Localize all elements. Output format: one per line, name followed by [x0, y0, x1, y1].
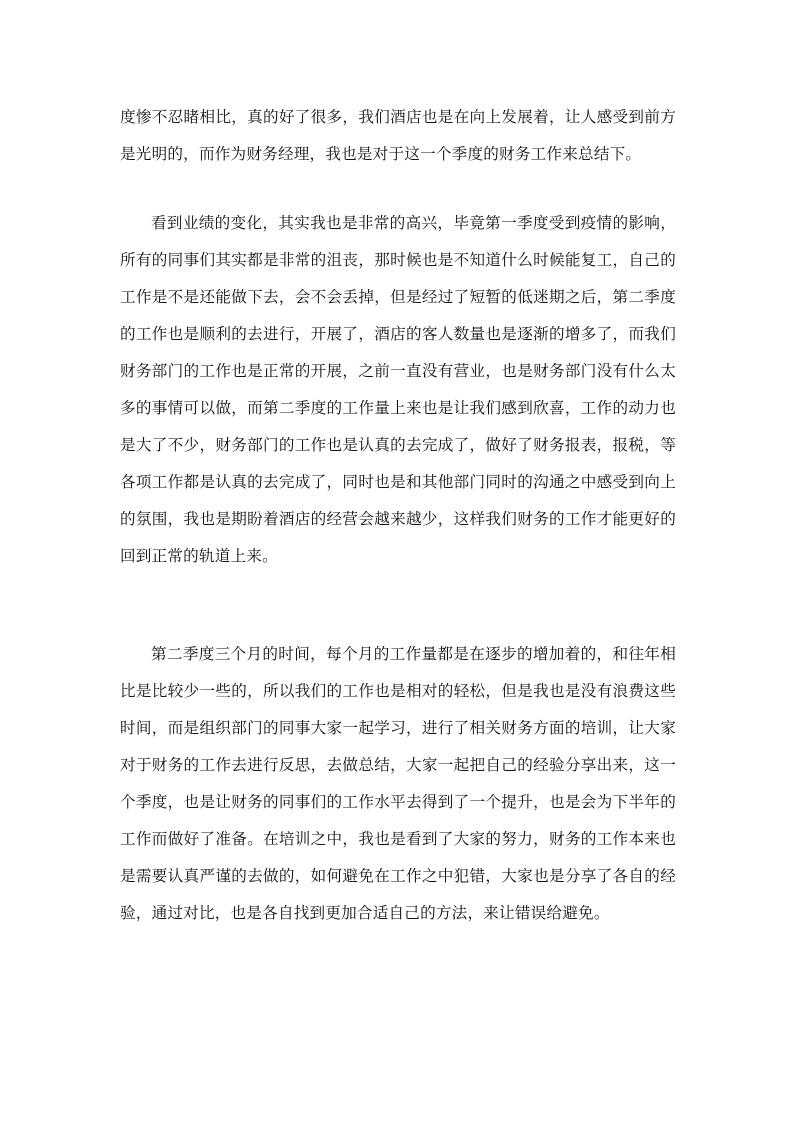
paragraph-text: 看到业绩的变化，其实我也是非常的高兴，毕竟第一季度受到疫情的影响，所有的同事们其实都是非常的沮丧，那时候也是不知道什么时候能复工，自己的工作是不是还能做下去，会不会丢掉，但是经过了短暂的低迷期之后，第二季度的工作也是顺利的去进行，开展了，酒店的客人数量也是逐渐的增多了，而我们财务部门的工作也是正常的开展，之前一直没有营业，也是财务部门没有什么太多的事情可以做，而第二季度的工作量上来也是让我们感到欣喜，工作的动力也是大了不少，财务部门的工作也是认真的去完成了，做好了财务报表，报税，等各项工作都是认真的去完成了，同时也是和其他部门同时的沟通之中感受到向上的氛围，我也是期盼着酒店的经营会越来越少，这样我们财务的工作才能更好的回到正常的轨道上来。: [120, 214, 676, 565]
paragraph-3: [120, 636, 676, 932]
paragraph-2: [120, 205, 676, 575]
paragraph-text: 度惨不忍睹相比，真的好了很多，我们酒店也是在向上发展着，让人感受到前方是光明的，而作为财务经理，我也是对于这一个季度的财务工作来总结下。: [120, 108, 676, 163]
paragraph-text: 第二季度三个月的时间，每个月的工作量都是在逐步的增加着的，和往年相比是比较少一些的，所以我们的工作也是相对的轻松，但是我也是没有浪费这些时间，而是组织部门的同事大家一起学习，进行了相关财务方面的培训，让大家对于财务的工作去进行反思，去做总结，大家一起把自己的经验分享出来，这一个季度，也是让财务的同事们的工作水平去得到了一个提升，也是会为下半年的工作而做好了准备。在培训之中，我也是看到了大家的努力，财务的工作本来也是需要认真严谨的去做的，如何避免在工作之中犯错，大家也是分享了各自的经验，通过对比，也是各自找到更加合适自己的方法，来让错误给避免。: [120, 645, 676, 922]
paragraph-1: [120, 99, 676, 173]
